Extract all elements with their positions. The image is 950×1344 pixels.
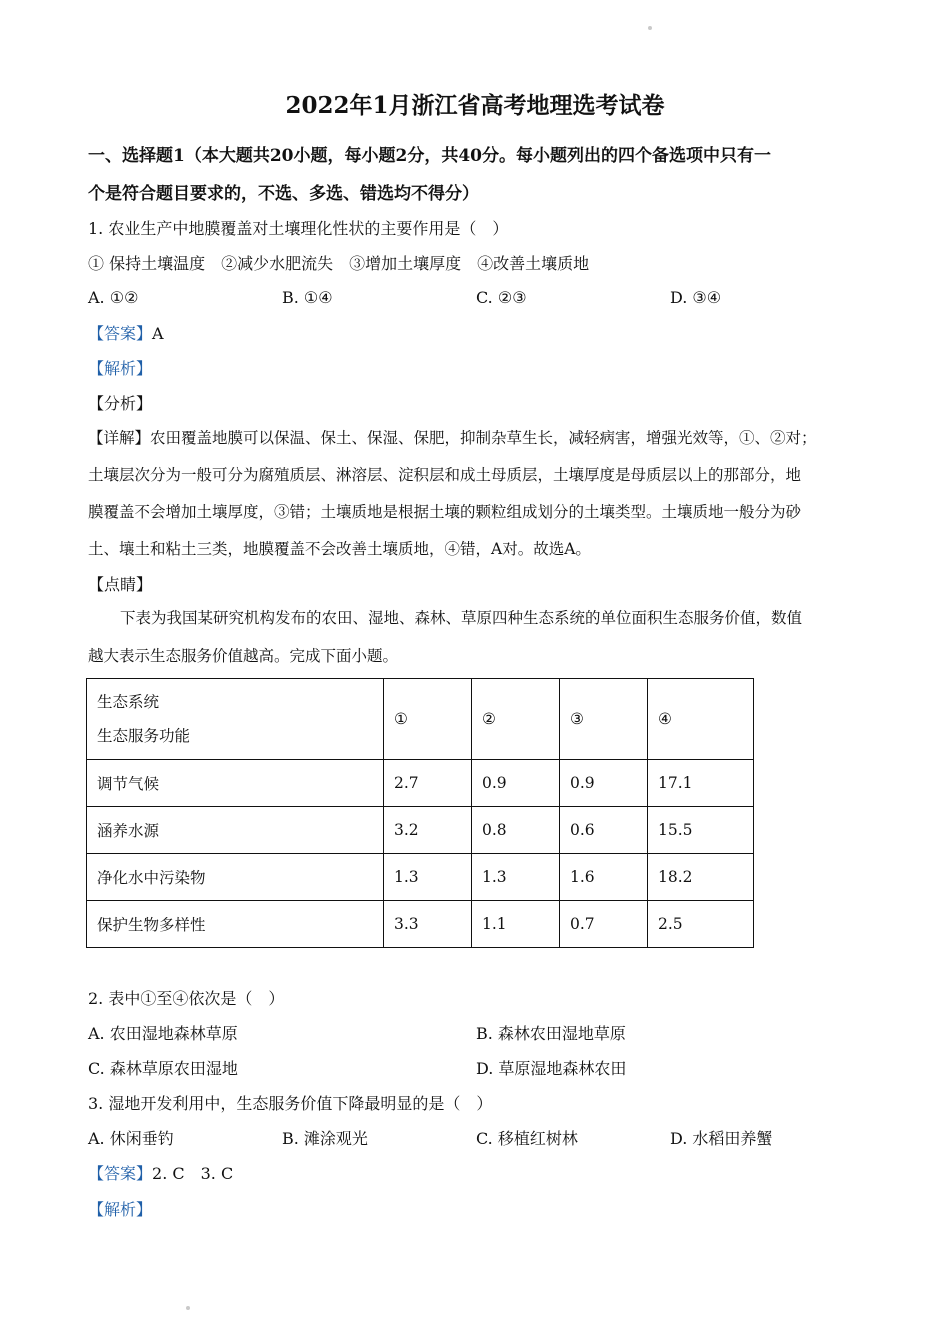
table-cell: 0.8 <box>472 807 560 854</box>
q1-fenxi-label: 【分析】 <box>88 394 153 413</box>
table-header-row <box>87 679 754 760</box>
row-label: 保护生物多样性 <box>87 901 384 948</box>
table-cell: 3.2 <box>384 807 472 854</box>
ecosystem-table <box>86 678 754 948</box>
section-heading-line1: 一、选择题1（本大题共20小题，每小题2分，共40分。每小题列出的四个备选项中只有一 <box>88 146 771 166</box>
q3-option-c: C. 移植红树林 <box>476 1129 578 1148</box>
q1-option-d: D. ③④ <box>670 288 722 307</box>
header-function-label: 生态服务功能 <box>97 727 191 745</box>
table-col-header: ② <box>472 679 560 760</box>
answer-label: 【答案】 <box>88 1164 153 1183</box>
table-col-header: ③ <box>560 679 648 760</box>
q1-answer-row <box>88 324 164 344</box>
table-cell: 2.7 <box>384 760 472 807</box>
page-title: 2022年1月浙江省高考地理选考试卷 <box>285 92 665 119</box>
table-cell: 2.5 <box>648 901 754 948</box>
table-cell: 1.3 <box>472 854 560 901</box>
q2-option-c: C. 森林草原农田湿地 <box>88 1059 238 1078</box>
q1-stem: 1. 农业生产中地膜覆盖对土壤理化性状的主要作用是（ ） <box>88 219 509 238</box>
table-cell: 0.7 <box>560 901 648 948</box>
table-row <box>87 807 754 854</box>
q1-items: ① 保持土壤温度 ②减少水肥流失 ③增加土壤厚度 ④改善土壤质地 <box>88 254 590 273</box>
table-cell: 0.6 <box>560 807 648 854</box>
table-row <box>87 760 754 807</box>
row-label: 涵养水源 <box>87 807 384 854</box>
scan-dot <box>648 26 652 30</box>
q23-analysis-label: 【解析】 <box>88 1200 153 1219</box>
table-cell: 17.1 <box>648 760 754 807</box>
q3-option-b: B. 滩涂观光 <box>282 1129 368 1148</box>
q2-stem: 2. 表中①至④依次是（ ） <box>88 989 285 1008</box>
detail-label: 【详解】 <box>88 429 151 447</box>
q3-option-a: A. 休闲垂钓 <box>88 1129 174 1148</box>
q1-detail-line: 土、壤土和粘土三类，地膜覆盖不会改善土壤质地，④错，A对。故选A。 <box>88 540 591 558</box>
table-header-corner <box>87 679 384 760</box>
intro-line1: 下表为我国某研究机构发布的农田、湿地、森林、草原四种生态系统的单位面积生态服务价值，数值 <box>120 609 803 627</box>
table-cell: 18.2 <box>648 854 754 901</box>
q23-answer-value: 2. C 3. C <box>152 1164 234 1183</box>
q1-option-c: C. ②③ <box>476 288 527 307</box>
table-row <box>87 901 754 948</box>
table-row <box>87 854 754 901</box>
q1-detail-line: 膜覆盖不会增加土壤厚度，③错；土壤质地是根据土壤的颗粒组成划分的土壤类型。土壤质地一般分为砂 <box>88 503 802 521</box>
table-cell: 3.3 <box>384 901 472 948</box>
q1-dianjing-label: 【点睛】 <box>88 575 153 594</box>
table-cell: 15.5 <box>648 807 754 854</box>
q2-option-b: B. 森林农田湿地草原 <box>476 1024 626 1043</box>
q23-answer-row <box>88 1164 233 1184</box>
q3-stem: 3. 湿地开发利用中，生态服务价值下降最明显的是（ ） <box>88 1094 493 1113</box>
q2-option-d: D. 草原湿地森林农田 <box>476 1059 627 1078</box>
table-col-header: ① <box>384 679 472 760</box>
q1-option-b: B. ①④ <box>282 288 333 307</box>
q3-option-d: D. 水稻田养蟹 <box>670 1129 773 1148</box>
table-col-header: ④ <box>648 679 754 760</box>
q1-option-a: A. ①② <box>88 288 139 307</box>
q1-analysis-label: 【解析】 <box>88 359 153 378</box>
table-cell: 1.1 <box>472 901 560 948</box>
table-cell: 0.9 <box>472 760 560 807</box>
row-label: 净化水中污染物 <box>87 854 384 901</box>
intro-line2: 越大表示生态服务价值越高。完成下面小题。 <box>88 647 399 665</box>
answer-label: 【答案】 <box>88 324 153 343</box>
scan-dot <box>186 1306 190 1310</box>
row-label: 调节气候 <box>87 760 384 807</box>
detail-text: 农田覆盖地膜可以保温、保土、保湿、保肥，抑制杂草生长，减轻病害，增强光效等，①、②对； <box>150 429 817 447</box>
q1-detail-line: 土壤层次分为一般可分为腐殖质层、淋溶层、淀积层和成土母质层，土壤厚度是母质层以上的那部分，地 <box>88 466 802 484</box>
q2-option-a: A. 农田湿地森林草原 <box>88 1024 238 1043</box>
table-cell: 1.6 <box>560 854 648 901</box>
q1-answer-value: A <box>152 324 164 343</box>
table-cell: 1.3 <box>384 854 472 901</box>
header-ecosystem-label: 生态系统 <box>97 693 160 711</box>
q1-detail-line <box>88 420 860 457</box>
section-heading-line2: 个是符合题目要求的，不选、多选、错选均不得分） <box>88 184 479 204</box>
q1-detail-paragraph <box>88 420 860 568</box>
table-cell: 0.9 <box>560 760 648 807</box>
